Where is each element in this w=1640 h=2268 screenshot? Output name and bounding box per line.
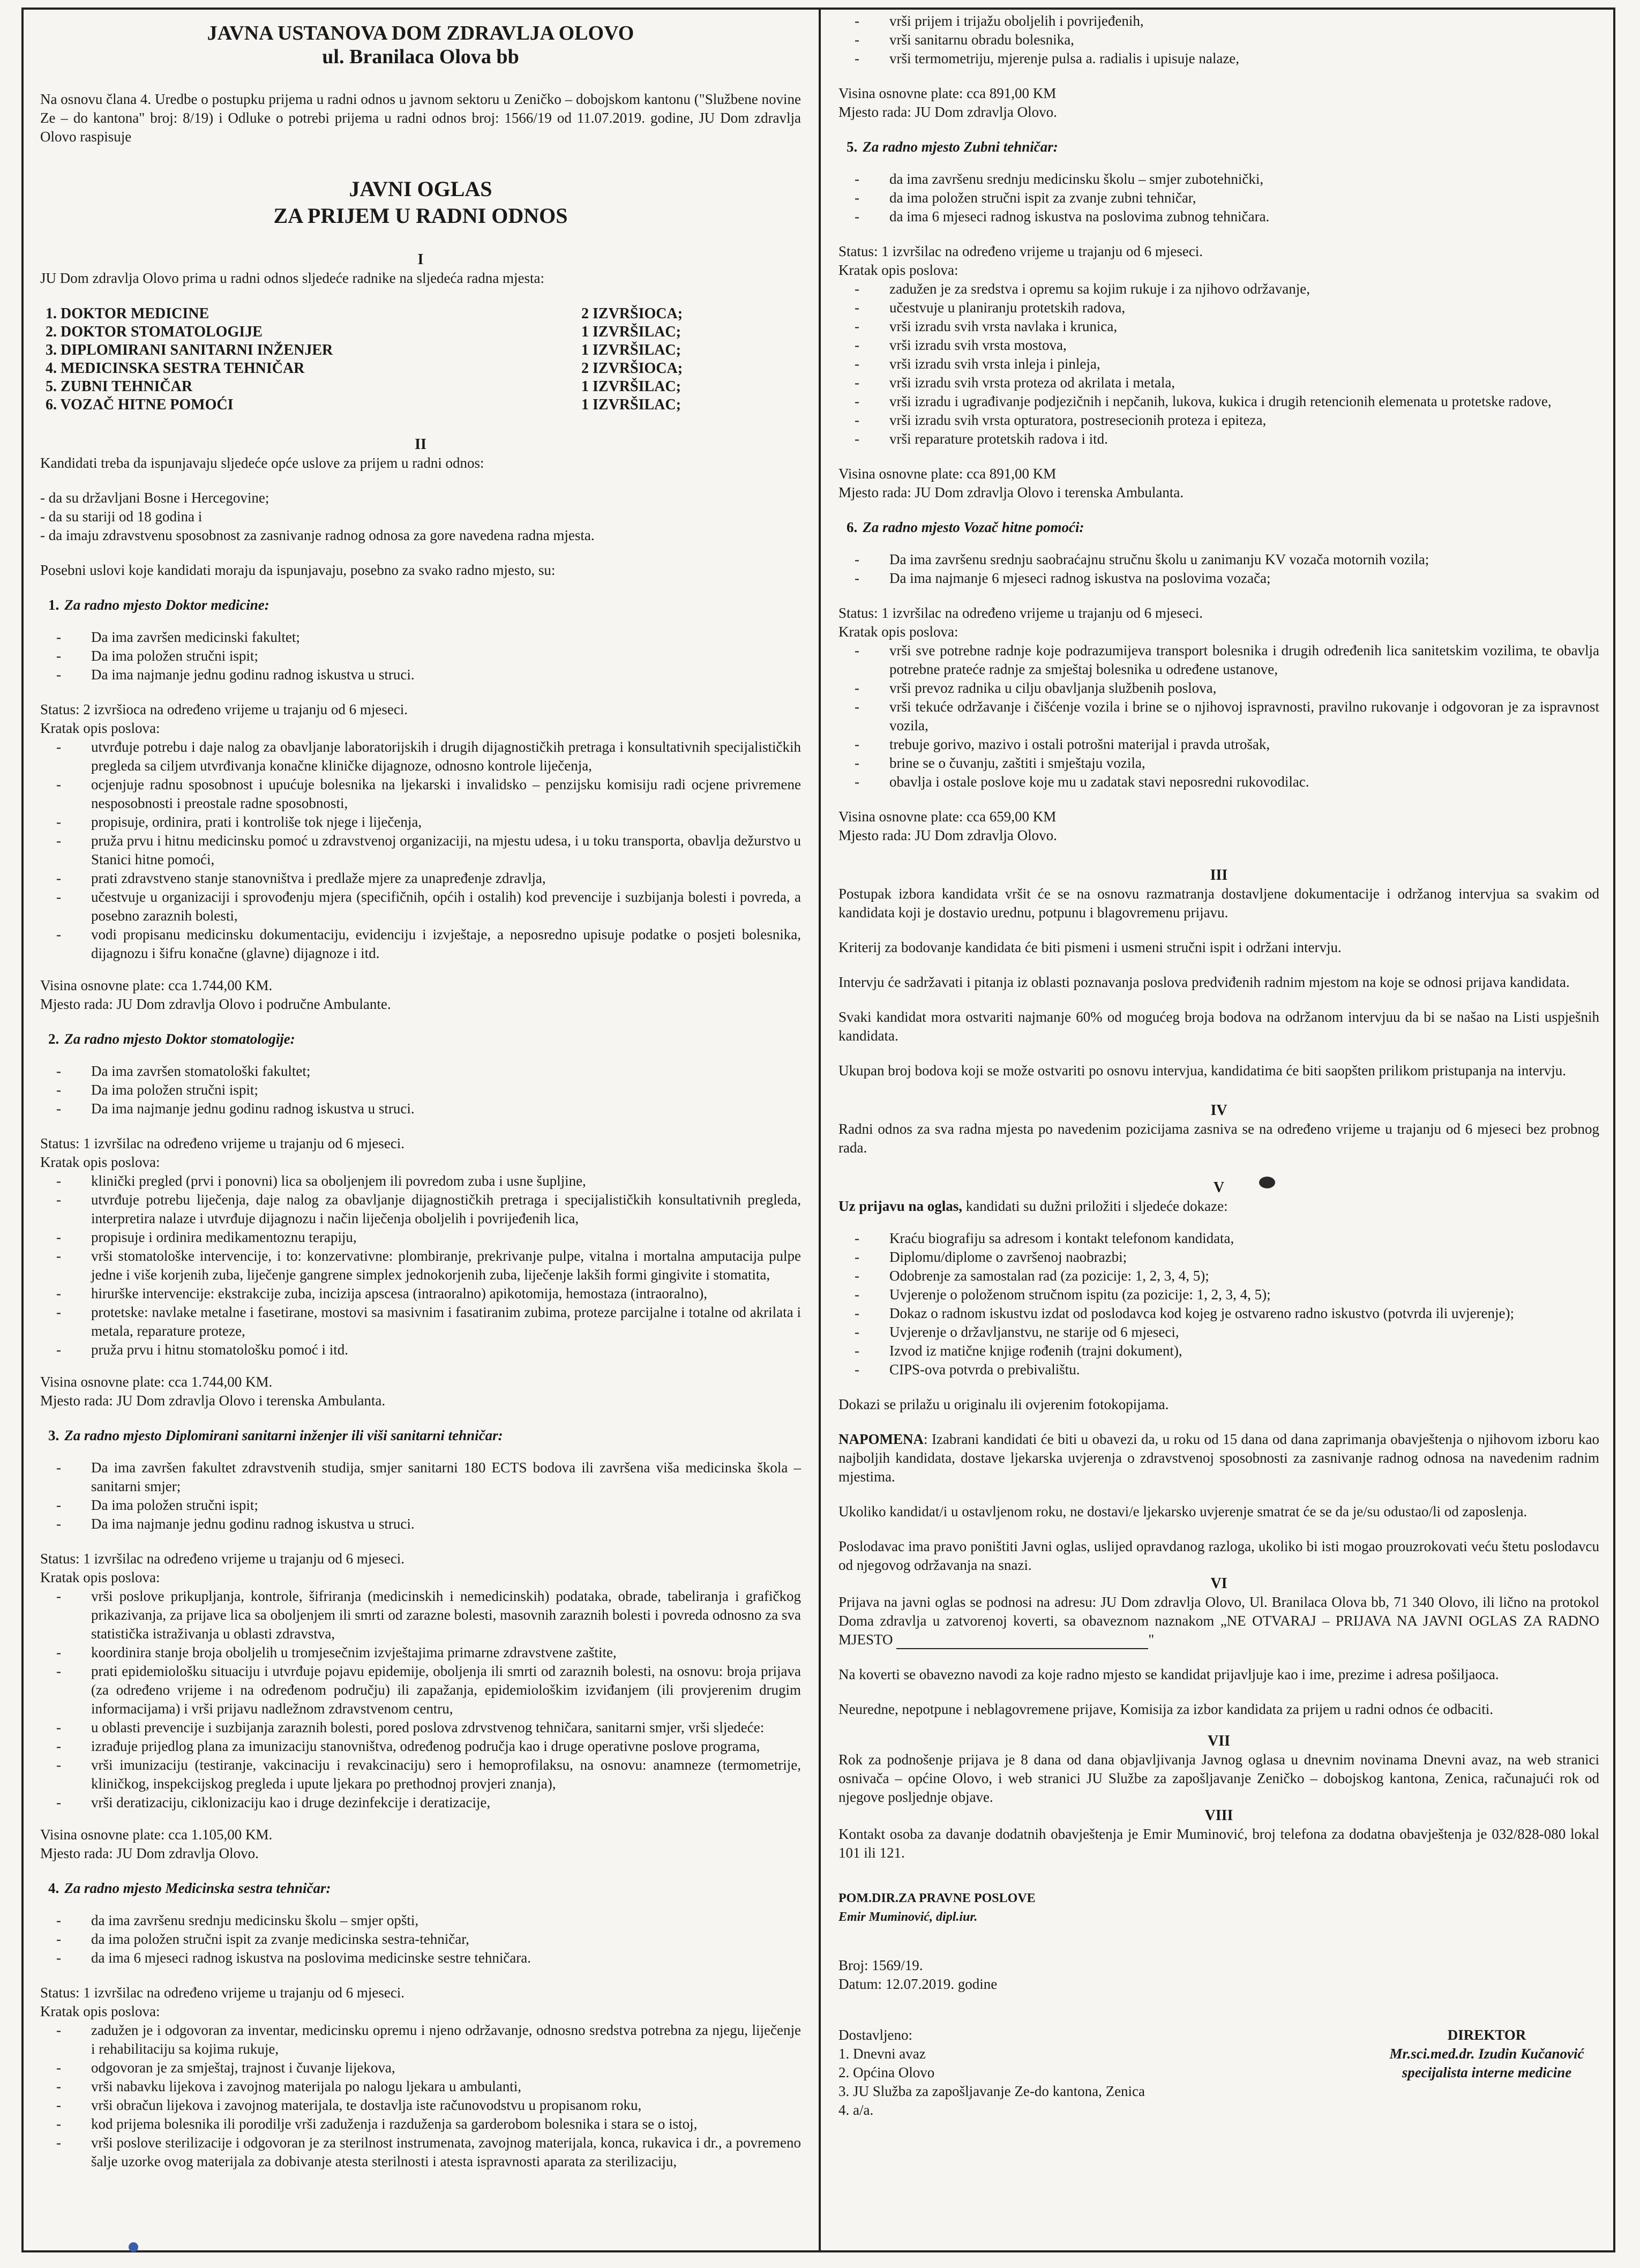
medical-certificate-note: Ukoliko kandidat/i u ostavljenom roku, ne dostavi/e ljekarsko uvjerenje smatrat će se da je/su odustao/li od zaposlenja.	[838, 1503, 1527, 1520]
duty-item: - vrši izradu svih vrsta opturatora, postresecionih proteza i epiteza,	[838, 411, 1599, 430]
duty-item: - vrši nabavku lijekova i zavojnog materijala po nalogu ljekara u ambulanti,	[40, 2077, 801, 2096]
duty-item: - vrši termometriju, mjerenje pulsa a. radialis i upisuje nalaze,	[838, 49, 1599, 68]
duty-item: - vrši izradu svih vrsta mostova,	[838, 336, 1599, 355]
position-name: 2. DOKTOR STOMATOLOGIJE	[46, 324, 263, 340]
section-i-intro: JU Dom zdravlja Olovo prima u radni odnos sljedeće radnike na sljedeća radna mjesta:	[40, 270, 544, 286]
duty-item: - pruža prvu i hitnu medicinsku pomoć u zdravstvenoj organizaciji, na mjestu udesa, i u toku transporta, obavlja dežurstvo u Stanici hitne pomoći,	[40, 832, 801, 869]
section-iii-heading: III	[1210, 867, 1228, 884]
duty-item: - vodi propisanu medicinsku dokumentaciju, evidenciju i izvještaje, a neposredno upisuje podatke o posjeti bolesnika, dijagnozu i šifru konačne (glavne) dijagnoze i itd.	[40, 925, 801, 963]
submission-address: Prijava na javni oglas se podnosi na adresu: JU Dom zdravlja Olovo, Ul. Branilaca Olova bb, 71 340 Olovo, ili lično na protokol Doma zdravlja u zatvorenoj koverti, sa obaveznom naznakom „NE OTVARAJ – PRIJAVA NA JAVNI OGLAS ZA RADNO MJESTO "	[838, 1593, 1599, 1649]
section-v-heading: V	[1213, 1179, 1225, 1196]
document-item: - Odobrenje za samostalan rad (za pozicije: 1, 2, 3, 4, 5);	[838, 1267, 1599, 1285]
duty-item: - obavlja i ostale poslove koje mu u zadatak stavi neposredni rukovodilac.	[838, 773, 1599, 791]
position-name: 6. VOZAČ HITNE POMOĆI	[46, 396, 234, 413]
duty-item: - koordinira stanje broja oboljelih u tromjesečnim izvještajima primarne zdravstvene zaštite,	[40, 1643, 801, 1662]
requirement-item: - Da ima položen stručni ispit;	[40, 1081, 801, 1099]
selection-paragraph: Postupak izbora kandidata vršit će se na osnovu razmatranja dostavljene dokumentacije i održanog intervjua sa svakim od kandidata koji je dostavio urednu, potpunu i blagovremenu prijavu.	[838, 886, 1599, 920]
selection-paragraph: Intervju će sadržavati i pitanja iz oblasti poznavanja poslova predviđenih radnim mjestom na koje se odnosi prijava kandidata.	[838, 974, 1570, 990]
ad-title: JAVNI OGLAS	[349, 177, 492, 201]
position-4-duties	[40, 2021, 801, 2171]
duty-item: - zadužen je i odgovoran za inventar, medicinsku opremu i njeno održavanje, odnosno sredstva potrebna za njegu, liječenje i rehabilitaciju sa kojima rukuje,	[40, 2021, 801, 2059]
duties-label: Kratak opis poslova:	[838, 624, 958, 640]
envelope-note: Na koverti se obavezno navodi za koje radno mjesto se kandidat prijavljuje kao i ime, prezime i adresa pošiljaoca.	[838, 1666, 1499, 1682]
position-2-status: Status: 1 izvršilac na određeno vrijeme u trajanju od 6 mjeseci.	[40, 1135, 405, 1151]
legal-assistant-name: Emir Muminović, dipl.iur.	[838, 1910, 978, 1924]
duty-item: - vrši deratizaciju, ciklonizaciju kao i druge dezinfekcije i deratizacije,	[40, 1793, 801, 1812]
duty-item: - klinički pregled (prvi i ponovni) lica sa oboljenjem ili povredom zuba i usne šupljine,	[40, 1172, 801, 1191]
position-3-place: Mjesto rada: JU Dom zdravlja Olovo.	[40, 1845, 259, 1861]
ink-blot	[1259, 1177, 1275, 1188]
duty-item: - vrši izradu svih vrsta inleja i pinleja,	[838, 355, 1599, 373]
position-2-salary: Visina osnovne plate: cca 1.744,00 KM.	[40, 1374, 273, 1390]
position-1-heading: 1. Za radno mjesto Doktor medicine:	[48, 597, 269, 613]
position-1-duties	[40, 738, 801, 963]
position-5-status: Status: 1 izvršilac na određeno vrijeme u trajanju od 6 mjeseci.	[838, 243, 1203, 259]
duties-label: Kratak opis poslova:	[838, 262, 958, 278]
recipient-item: 3. JU Služba za zapošljavanje Ze-do kantona, Zenica	[838, 2083, 1145, 2099]
document-item: - Uvjerenje o položenom stručnom ispitu (za pozicije: 1, 2, 3, 4, 5);	[838, 1285, 1599, 1304]
selection-paragraph: Kriterij za bodovanje kandidata će biti pismeni i usmeni stručni ispit i održani intervju.	[838, 939, 1342, 955]
requirement-item: - da ima 6 mjeseci radnog iskustva na poslovima zubnog tehničara.	[838, 207, 1599, 226]
special-conditions-intro: Posebni uslovi koje kandidati moraju da ispunjavaju, posebno za svako radno mjesto, su:	[40, 562, 556, 578]
duty-item: - izrađuje prijedlog plana za imunizaciju stanovništva, određenog područja kao i druge operativne poslove programa,	[40, 1737, 801, 1756]
left-column	[40, 21, 801, 2171]
position-name: 5. ZUBNI TEHNIČAR	[46, 378, 193, 395]
duty-item: - vrši izradu i ugrađivanje podjezičnih i nepčanih, lukova, kukica i drugih retencionih elemenata u protetske radove,	[838, 392, 1599, 411]
requirement-item: - Da ima najmanje jednu godinu radnog iskustva u struci.	[40, 1515, 801, 1533]
footer-block	[838, 2026, 1599, 2133]
director-signature-block	[1374, 2026, 1599, 2082]
recipient-item: 1. Dnevni avaz	[838, 2046, 926, 2062]
duty-item: - ocjenjuje radnu sposobnost i upućuje bolesnika na ljekarski i invalidsko – penzijsku komisiju radi ocjene privremene nesposobnosti i preostale radne sposobnosti,	[40, 775, 801, 813]
position-2-heading: 2. Za radno mjesto Doktor stomatologije:	[48, 1031, 295, 1047]
position-count: 1 IZVRŠILAC;	[581, 396, 681, 413]
duties-label: Kratak opis poslova:	[40, 720, 160, 736]
position-2-place: Mjesto rada: JU Dom zdravlja Olovo i terenska Ambulanta.	[40, 1393, 386, 1409]
requirement-item: - Da ima najmanje jednu godinu radnog iskustva u struci.	[40, 665, 801, 684]
document-item: - Izvod iz matične knjige rođenih (trajni dokument),	[838, 1342, 1599, 1360]
document-date: Datum: 12.07.2019. godine	[838, 1976, 998, 1992]
duty-item: - utvrđuje potrebu liječenja, daje nalog za obavljanje dijagnostičkih pretraga i specijalističkih konsultativnih pregleda, interpretira nalaze i utvrđuje dijagnozu i način liječenja oboljelih i povrijeđenih lica,	[40, 1191, 801, 1228]
position-5-salary: Visina osnovne plate: cca 891,00 KM	[838, 466, 1057, 482]
document-item: - Uvjerenje o državljanstvu, ne starije od 6 mjeseci,	[838, 1323, 1599, 1342]
position-3-heading: 3. Za radno mjesto Diplomirani sanitarni inženjer ili viši sanitarni tehničar:	[48, 1427, 503, 1443]
position-6-duties	[838, 641, 1599, 791]
duty-item: - vrši reparature protetskih radova i itd.	[838, 430, 1599, 448]
requirement-item: - da ima 6 mjeseci radnog iskustva na poslovima medicinske sestre tehničara.	[40, 1949, 801, 1967]
position-6-place: Mjesto rada: JU Dom zdravlja Olovo.	[838, 827, 1057, 843]
distribution-label: Dostavljeno:	[838, 2027, 912, 2043]
cancellation-note: Poslodavac ima pravo poništiti Javni oglas, uslijed opravdanog razloga, ukoliko bi isti mogao prouzrokovati veću štetu poslodavcu od njegovog održavanja na snazi.	[838, 1538, 1599, 1573]
originals-note: Dokazi se prilažu u originalu ili ovjerenim fotokopijama.	[838, 1396, 1169, 1412]
duty-item: - učestvuje u organizaciji i sprovođenju mjera (specifičnih, općih i ostalih) kod prevencije i suzbijanja bolesti i povreda, a posebno zaraznih bolesti,	[40, 888, 801, 925]
position-4-heading: 4. Za radno mjesto Medicinska sestra tehničar:	[48, 1880, 331, 1896]
position-5-heading: 5. Za radno mjesto Zubni tehničar:	[847, 139, 1058, 155]
duty-item: - vrši sanitarnu obradu bolesnika,	[838, 31, 1599, 49]
position-3-requirements	[40, 1458, 801, 1533]
document-number: Broj: 1569/19.	[838, 1957, 923, 1973]
duty-item: - pruža prvu i hitnu stomatološku pomoć i itd.	[40, 1341, 801, 1359]
section-vii-heading: VII	[1207, 1733, 1230, 1749]
position-1-place: Mjesto rada: JU Dom zdravlja Olovo i područne Ambulante.	[40, 996, 391, 1012]
duty-item: - protetske: navlake metalne i fasetirane, mostovi sa masivnim i fasatiranim zubima, proteze parcijalne i totalne od akrilata i metala, reparature proteze,	[40, 1303, 801, 1341]
section-ii-intro: Kandidati treba da ispunjavaju sljedeće opće uslove za prijem u radni odnos:	[40, 455, 484, 471]
position-4-salary: Visina osnovne plate: cca 891,00 KM	[838, 85, 1057, 101]
duty-item: - hirurške intervencije: ekstrakcije zuba, incizija apscesa (intraoralno) apikotomija, hemostaza (intraoralno),	[40, 1284, 801, 1303]
ad-subtitle: ZA PRIJEM U RADNI ODNOS	[273, 204, 568, 228]
rejection-note: Neuredne, nepotpune i neblagovremene prijave, Komisija za izbor kandidata za prijem u radni odnos će odbaciti.	[838, 1701, 1494, 1717]
section-ii-heading: II	[415, 436, 426, 453]
position-2-requirements	[40, 1062, 801, 1118]
recipient-item: 4. a/a.	[838, 2102, 874, 2118]
duty-item: - utvrđuje potrebu i daje nalog za obavljanje laboratorijskih i drugih dijagnostičkih pretraga i konsultativnih specijalističkih pregleda sa ciljem utvrđivanja konačne kliničke dijagnoze, odnosno kontrole liječenja,	[40, 738, 801, 775]
duty-item: - vrši tekuće održavanje i čišćenje vozila i brine se o njihovoj ispravnosti, pravilno rukovanje i odgovoran je za ispravnost vozila,	[838, 698, 1599, 735]
requirement-item: - Da ima završenu srednju saobraćajnu stručnu školu u zanimanju KV vozača motornih vozila;	[838, 550, 1599, 569]
duty-item: - prati zdravstveno stanje stanovništva i predlaže mjere za unapređenje zdravlja,	[40, 869, 801, 888]
position-5-place: Mjesto rada: JU Dom zdravlja Olovo i terenska Ambulanta.	[838, 484, 1184, 500]
duty-item: - vrši obračun lijekova i zavojnog materijala, te dostavlja iste računovodstvu u propisanom roku,	[40, 2096, 801, 2115]
position-count: 1 IZVRŠILAC;	[581, 324, 681, 340]
duties-label: Kratak opis poslova:	[40, 1154, 160, 1170]
position-4-duties-continued	[838, 12, 1599, 68]
duty-item: - odgovoran je za smještaj, trajnost i čuvanje lijekova,	[40, 2059, 801, 2077]
position-blank-line	[896, 1634, 1148, 1649]
intro-paragraph: Na osnovu člana 4. Uredbe o postupku prijema u radni odnos u javnom sektoru u Zeničko – dobojskom kantonu ("Službene novine Ze – do kantona" broj: 8/19) i Odluke o potrebi prijema u radni odnos broj: 1566/19 od 11.07.2019. godine, JU Dom zdravlja Olovo raspisuje	[40, 91, 801, 145]
position-count: 2 IZVRŠIOCA;	[581, 305, 683, 322]
requirement-item: - Da ima završen fakultet zdravstvenih studija, smjer sanitarni 180 ECTS bodova ili završena viša medicinska škola – sanitarni smjer;	[40, 1458, 801, 1496]
position-count: 2 IZVRŠIOCA;	[581, 360, 683, 377]
duty-item: - vrši imunizaciju (testiranje, vakcinaciju i revakcinaciju) sero i hemoprofilaksu, na osnovu: anamneze (termometrije, kliničkog, inspekcijskog pregleda i upute ljekara po prethodnoj provjeri znanja),	[40, 1756, 801, 1793]
position-6-heading: 6. Za radno mjesto Vozač hitne pomoći:	[847, 519, 1084, 535]
position-3-salary: Visina osnovne plate: cca 1.105,00 KM.	[40, 1827, 273, 1843]
selection-paragraph: Ukupan broj bodova koji se može ostvariti po osnovu intervjua, kandidatima će biti saopšten prilikom pristupanja na intervju.	[838, 1062, 1566, 1079]
position-6-requirements	[838, 550, 1599, 588]
documents-intro: Uz prijavu na oglas, kandidati su dužni priložiti i sljedeće dokaze:	[838, 1198, 1228, 1214]
duty-item: - vrši izradu svih vrsta navlaka i krunica,	[838, 317, 1599, 336]
position-4-status: Status: 1 izvršilac na određeno vrijeme u trajanju od 6 mjeseci.	[40, 1985, 405, 2001]
position-name: 4. MEDICINSKA SESTRA TEHNIČAR	[46, 360, 305, 377]
document-item: - CIPS-ova potvrda o prebivalištu.	[838, 1360, 1599, 1379]
requirement-item: - Da ima najmanje jednu godinu radnog iskustva u struci.	[40, 1099, 801, 1118]
duty-item: - u oblasti prevencije i suzbijanja zaraznih bolesti, pored poslova zdrvstvenog tehničara, sanitarni smjer, vrši sljedeće:	[40, 1718, 801, 1737]
napomena: NAPOMENA: Izabrani kandidati će biti u obavezi da, u roku od 15 dana od dana zaprimanja obavještenja o njihovom izboru kao najboljih kandidata, dostave ljekarska uvjerenja o zdravstvenoj sposobnosti za zasnivanje radnog odnosa na navedenim radnim mjestima.	[838, 1431, 1599, 1485]
positions-table	[46, 305, 801, 414]
duty-item: - vrši stomatološke intervencije, i to: konzervativne: plombiranje, prekrivanje pulpe, vitalna i mortalna amputacija pulpe jedne i više korjenih zuba, liječenje gangrene simplex jednokorjenih zuba, liječenje lakših formi gingivite i stomatita,	[40, 1247, 801, 1284]
position-name: 1. DOKTOR MEDICINE	[46, 305, 209, 322]
director-name: Mr.sci.med.dr. Izudin Kučanović	[1389, 2046, 1584, 2062]
duty-item: - vrši sve potrebne radnje koje podrazumijeva transport bolesnika i drugih određenih lica sanitetskim vozilima, te obavlja potrebne prateće radnje za smještaj bolesnika u određene ustanove,	[838, 641, 1599, 679]
duties-label: Kratak opis poslova:	[40, 2003, 160, 2019]
director-title: DIREKTOR	[1447, 2027, 1526, 2043]
section-vi-heading: VI	[1210, 1575, 1227, 1592]
duty-item: - učestvuje u planiranju protetskih radova,	[838, 298, 1599, 317]
column-divider	[819, 8, 821, 2252]
ink-blot	[129, 2242, 138, 2252]
requirement-item: - Da ima završen medicinski fakultet;	[40, 628, 801, 647]
requirement-item: - Da ima položen stručni ispit;	[40, 1496, 801, 1515]
requirement-item: - Da ima najmanje 6 mjeseci radnog iskustva na poslovima vozača;	[838, 569, 1599, 588]
requirement-item: - da ima položen stručni ispit za zvanje zubni tehničar,	[838, 189, 1599, 207]
duty-item: - vrši prijem i trijažu oboljelih i povrijeđenih,	[838, 12, 1599, 31]
duty-item: - vrši poslove prikupljanja, kontrole, šifriranja (medicinskih i nemedicinskih) podataka, obrade, tabeliranja i grafičkog prikazivanja, za prijave lica sa oboljenjem ili smrti od zarazne bolesti, masovnih zaraznih bolesti i povreda odnosno za sva statistička istraživanja u oblasti zdravstva,	[40, 1587, 801, 1643]
section-iv-heading: IV	[1210, 1102, 1227, 1119]
position-6-salary: Visina osnovne plate: cca 659,00 KM	[838, 809, 1057, 825]
duty-item: - trebuje gorivo, mazivo i ostali potrošni materijal i pravda utrošak,	[838, 735, 1599, 754]
contact-paragraph: Kontakt osoba za davanje dodatnih obavještenja je Emir Muminović, broj telefona za dodatna obavještenja je 032/828-080 lokal 101 ili 121.	[838, 1826, 1599, 1861]
document-item: - Kraću biografiju sa adresom i kontakt telefonom kandidata,	[838, 1229, 1599, 1248]
legal-assistant-title: POM.DIR.ZA PRAVNE POSLOVE	[838, 1891, 1036, 1905]
position-name: 3. DIPLOMIRANI SANITARNI INŽENJER	[46, 342, 333, 358]
position-5-duties	[838, 280, 1599, 448]
position-5-requirements	[838, 170, 1599, 226]
general-condition: - da imaju zdravstvenu sposobnost za zasnivanje radnog odnosa za gore navedena radna mjesta.	[40, 527, 595, 543]
position-1-requirements	[40, 628, 801, 684]
section-viii-heading: VIII	[1204, 1807, 1233, 1824]
duties-label: Kratak opis poslova:	[40, 1569, 160, 1585]
duty-item: - vrši izradu svih vrsta proteza od akrilata i metala,	[838, 373, 1599, 392]
duty-item: - kod prijema bolesnika ili porodilje vrši zaduženja i razduženja sa garderobom bolesnika i stara se o istoj,	[40, 2115, 801, 2134]
duty-item: - propisuje i ordinira medikamentoznu terapiju,	[40, 1228, 801, 1247]
selection-paragraph: Svaki kandidat mora ostvariti najmanje 60% od mogućeg broja bodova na održanom intervjuu da bi se našao na Listi uspješnih kandidata.	[838, 1009, 1599, 1044]
requirement-item: - da ima završenu srednju medicinsku školu – smjer zubotehnički,	[838, 170, 1599, 189]
right-column	[838, 12, 1599, 2133]
duty-item: - zadužen je za sredstva i opremu sa kojim rukuje i za njihovo održavanje,	[838, 280, 1599, 298]
institution-address: ul. Branilaca Olova bb	[322, 46, 519, 68]
recipient-item: 2. Općina Olovo	[838, 2064, 935, 2080]
document-item: - Diplomu/diplome o završenoj naobrazbi;	[838, 1248, 1599, 1267]
duty-item: - vrši prevoz radnika u cilju obavljanja službenih poslova,	[838, 679, 1599, 698]
requirement-item: - Da ima završen stomatološki fakultet;	[40, 1062, 801, 1081]
position-count: 1 IZVRŠILAC;	[581, 342, 681, 358]
required-documents	[838, 1229, 1599, 1379]
position-2-duties	[40, 1172, 801, 1359]
position-3-status: Status: 1 izvršilac na određeno vrijeme u trajanju od 6 mjeseci.	[40, 1551, 405, 1567]
position-4-place: Mjesto rada: JU Dom zdravlja Olovo.	[838, 104, 1057, 120]
requirement-item: - da ima završenu srednju medicinsku školu – smjer opšti,	[40, 1911, 801, 1930]
position-6-status: Status: 1 izvršilac na određeno vrijeme u trajanju od 6 mjeseci.	[838, 605, 1203, 621]
position-1-status: Status: 2 izvršioca na određeno vrijeme u trajanju od 6 mjeseci.	[40, 701, 408, 717]
document-item: - Dokaz o radnom iskustvu izdat od poslodavca kod kojeg je ostvareno radno iskustvo (potvrda ili uvjerenje);	[838, 1304, 1599, 1323]
position-1-salary: Visina osnovne plate: cca 1.744,00 KM.	[40, 977, 273, 993]
requirement-item: - Da ima položen stručni ispit;	[40, 647, 801, 665]
general-condition: - da su državljani Bosne i Hercegovine;	[40, 490, 269, 506]
requirement-item: - da ima položen stručni ispit za zvanje medicinska sestra-tehničar,	[40, 1930, 801, 1949]
employment-term: Radni odnos za sva radna mjesta po navedenim pozicijama zasniva se na određeno vrijeme u trajanju od 6 mjeseci bez probnog rada.	[838, 1121, 1599, 1156]
duty-item: - propisuje, ordinira, prati i kontroliše tok njege i liječenja,	[40, 813, 801, 832]
duty-item: - prati epidemiološku situaciju i utvrđuje pojavu epidemije, oboljenja ili smrti od zaraznih bolesti, na osnovu: broja prijava (za određeno vrijeme i na određenom području) ili zapažanja, epidemiološkim izviđanjem (ili provjerenim drugim informacijama) i vrši prijavu nadležnom zdravstvenom centru,	[40, 1662, 801, 1718]
institution-name: JAVNA USTANOVA DOM ZDRAVLJA OLOVO	[207, 22, 634, 44]
deadline-paragraph: Rok za podnošenje prijava je 8 dana od dana objavljivanja Javnog oglasa u dnevnim novinama Dnevni avaz, na web stranici osnivača – općine Olovo, i web stranici JU Službe za zapošljavanje Zeničko – dobojskog kantona, Zenica, računajući rok od njegove posljednje objave.	[838, 1751, 1599, 1805]
section-i-heading: I	[417, 251, 424, 268]
duty-item: - vrši poslove sterilizacije i odgovoran je za sterilnost instrumenata, zavojnog materijala, konca, rukavica i dr., a povremeno šalje uzorke ovog materijala za dobivanje atesta sterilnosti i atesta ispravnosti aparata za sterilizaciju,	[40, 2134, 801, 2171]
position-count: 1 IZVRŠILAC;	[581, 378, 681, 395]
position-4-requirements	[40, 1911, 801, 1967]
general-condition: - da su stariji od 18 godina i	[40, 508, 203, 525]
position-3-duties	[40, 1587, 801, 1812]
director-specialty: specijalista interne medicine	[1402, 2064, 1572, 2080]
duty-item: - brine se o čuvanju, zaštiti i smještaju vozila,	[838, 754, 1599, 773]
